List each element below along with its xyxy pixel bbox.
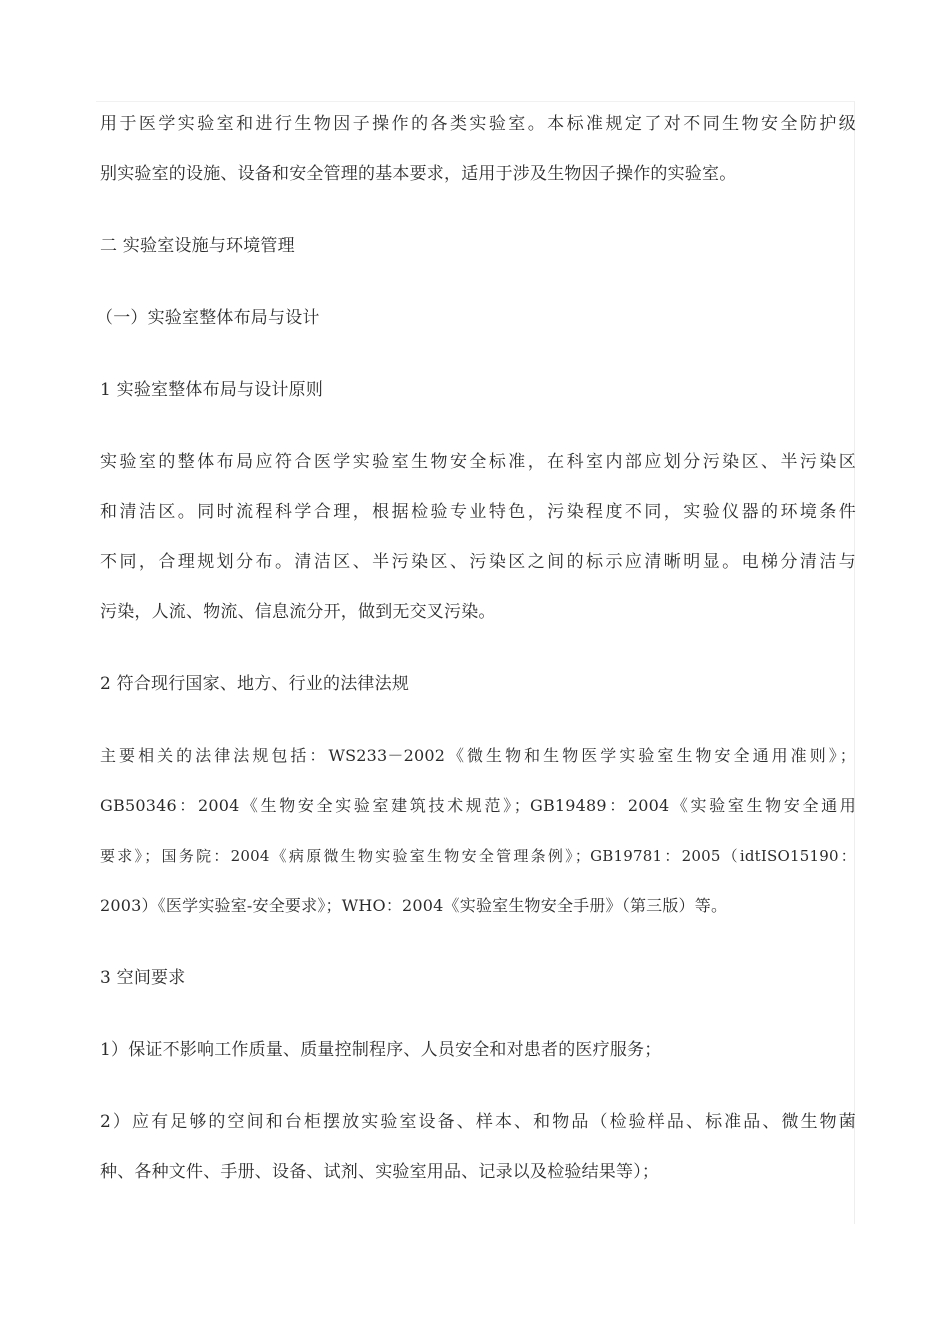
scope-paragraph-line: 用于医学实验室和进行生物因子操作的各类实验室。本标准规定了对不同生物安全防护级 [100,114,856,134]
list-item: 种、各种文件、手册、设备、试剂、实验室用品、记录以及检验结果等）； [100,1162,660,1182]
layout-paragraph-line: 不同，合理规划分布。清洁区、半污染区、污染区之间的标示应清晰明显。电梯分清洁与 [100,552,856,572]
item-heading: 2 符合现行国家、地方、行业的法律法规 [100,674,410,694]
regulations-paragraph-line: 2003）《医学实验室-安全要求》；WHO：2004《实验室生物安全手册》（第三版）等。 [100,896,728,915]
layout-paragraph-line: 和清洁区。同时流程科学合理，根据检验专业特色，污染程度不同，实验仪器的环境条件 [100,502,856,522]
regulations-paragraph-line: GB50346：2004《生物安全实验室建筑技术规范》；GB19489：2004《实验室生物安全通用 [100,796,856,815]
regulations-paragraph-line: 要求》；国务院：2004《病原微生物实验室生物安全管理条例》；GB19781：2005（idtISO15190： [100,847,856,865]
layout-paragraph-line: 污染，人流、物流、信息流分开，做到无交叉污染。 [100,602,496,622]
subsection-heading: （一）实验室整体布局与设计 [96,308,320,328]
item-heading: 3 空间要求 [100,968,186,988]
list-item: 1）保证不影响工作质量、质量控制程序、人员安全和对患者的医疗服务； [100,1040,662,1060]
regulations-paragraph-line: 主要相关的法律法规包括：WS233－2002《微生物和生物医学实验室生物安全通用准则》； [100,746,856,765]
list-item: 2）应有足够的空间和台柜摆放实验室设备、样本、和物品（检验样品、标准品、微生物菌 [100,1112,856,1132]
item-heading: 1 实验室整体布局与设计原则 [100,380,324,400]
layout-paragraph-line: 实验室的整体布局应符合医学实验室生物安全标准，在科室内部应划分污染区、半污染区 [100,452,856,472]
scope-paragraph-line: 别实验室的设施、设备和安全管理的基本要求，适用于涉及生物因子操作的实验室。 [100,164,737,184]
section-heading: 二 实验室设施与环境管理 [100,236,295,256]
